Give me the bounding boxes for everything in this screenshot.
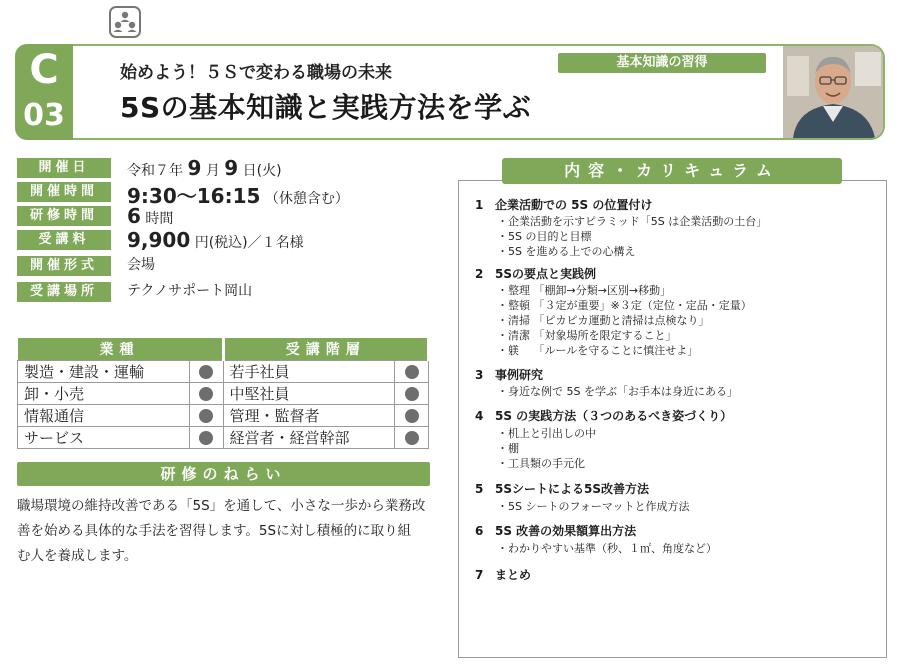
course-title: 5Sの基本知識と実践方法を学ぶ (120, 91, 532, 124)
venue-value: テクノサポート岡山 (127, 283, 253, 299)
section-heading: 5S の実践方法（３つのあるべき姿づくり） (495, 409, 733, 423)
curriculum-item: ・机上と引出しの中 (497, 427, 596, 440)
table-row (18, 404, 429, 426)
industry-cell: 製造・建設・運輸 (18, 360, 190, 382)
aims-header: 研修のねらい (17, 462, 430, 486)
filled-circle-icon (405, 431, 419, 445)
industry-mark (189, 426, 223, 448)
level-cell: 管理・監督者 (223, 404, 395, 426)
section-heading: 企業活動での 5S の位置付け (495, 198, 653, 212)
target-table (17, 338, 430, 449)
date-value (127, 156, 282, 180)
curriculum-item: ・躾 「ルールを守ることに慎注せよ」 (497, 344, 699, 357)
curriculum-section-title (475, 366, 543, 383)
table-row (18, 360, 429, 382)
section-heading: 事例研究 (495, 368, 544, 382)
level-cell: 経営者・経営幹部 (223, 426, 395, 448)
course-code-badge (15, 44, 73, 140)
hours-unit: 時間 (145, 211, 174, 227)
fee-value (127, 228, 304, 252)
level-header: 受講階層 (223, 338, 429, 360)
industry-mark (189, 404, 223, 426)
filled-circle-icon (405, 387, 419, 401)
time-range: 9:30～16:15 (127, 184, 261, 208)
table-row (18, 382, 429, 404)
curriculum-section-title (475, 480, 649, 497)
aims-line: む人を養成します。 (17, 548, 138, 564)
curriculum-item: ・身近な例で 5S を学ぶ「お手本は身近にある」 (497, 385, 738, 398)
date-day: 9 (224, 156, 239, 180)
curriculum-section-title (475, 566, 531, 583)
filled-circle-icon (199, 365, 213, 379)
date-month-unit: 月 (205, 163, 220, 179)
curriculum-item: ・整頓 「３定が重要」※３定（定位・定品・定量） (497, 299, 752, 312)
hours-label: 研修時間 (17, 206, 111, 226)
fee-label: 受講料 (17, 230, 111, 250)
curriculum-item: ・清潔 「対象場所を限定すること」 (497, 329, 677, 342)
time-note: （休憩含む） (264, 191, 349, 207)
section-number: 2 (475, 267, 484, 281)
format-label: 開催形式 (17, 256, 111, 276)
filled-circle-icon (199, 431, 213, 445)
curriculum-header: 内容・カリキュラム (502, 158, 842, 184)
section-heading: 5Sシートによる5S改善方法 (495, 482, 649, 496)
hours-number: 6 (127, 204, 141, 228)
curriculum-item: ・わかりやすい基準（秒、１㎡、角度など） (497, 542, 717, 555)
format-value: 会場 (127, 257, 155, 273)
curriculum-item: ・工具類の手元化 (497, 457, 585, 470)
filled-circle-icon (199, 387, 213, 401)
curriculum-item: ・5S を進める上での心構え (497, 245, 636, 258)
industry-mark (189, 382, 223, 404)
curriculum-item: ・企業活動を示すピラミッド「5S は企業活動の土台」 (497, 215, 768, 228)
filled-circle-icon (199, 409, 213, 423)
hours-value (127, 204, 173, 228)
section-number: 1 (475, 198, 484, 212)
curriculum-item: ・清掃 「ピカピカ運動と清掃は点検なり」 (497, 314, 710, 327)
course-code-number: 03 (23, 98, 65, 133)
aims-text (17, 494, 437, 569)
curriculum-section-title (475, 196, 652, 213)
level-mark (395, 360, 429, 382)
table-row (18, 426, 429, 448)
category-tag: 基本知識の習得 (558, 53, 766, 73)
aims-line: 善を始める具体的な手法を習得します。5Sに対し積極的に取り組 (17, 523, 412, 539)
filled-circle-icon (405, 365, 419, 379)
curriculum-item: ・5S シートのフォーマットと作成方法 (497, 500, 690, 513)
curriculum-section-title (475, 522, 636, 539)
people-icon (109, 6, 141, 38)
level-cell: 若手社員 (223, 360, 395, 382)
date-label: 開催日 (17, 158, 111, 178)
section-heading: まとめ (495, 568, 532, 582)
section-number: 3 (475, 368, 484, 382)
industry-header: 業種 (18, 338, 224, 360)
industry-cell: 情報通信 (18, 404, 190, 426)
industry-cell: サービス (18, 426, 190, 448)
date-suffix: 日(火) (242, 163, 282, 179)
level-mark (395, 426, 429, 448)
section-number: 6 (475, 524, 484, 538)
level-cell: 中堅社員 (223, 382, 395, 404)
fee-unit: 円(税込)／１名様 (194, 235, 304, 251)
industry-mark (189, 360, 223, 382)
date-month: 9 (187, 156, 202, 180)
time-label: 開催時間 (17, 182, 111, 202)
filled-circle-icon (405, 409, 419, 423)
curriculum-item: ・整理 「棚卸→分類→区別→移動」 (497, 284, 672, 297)
instructor-photo (783, 46, 883, 138)
section-number: 4 (475, 409, 484, 423)
curriculum-section-title (475, 407, 732, 424)
aims-line: 職場環境の維持改善である「5S」を通して、小さな一歩から業務改 (17, 498, 426, 514)
section-number: 5 (475, 482, 484, 496)
date-prefix: 令和７年 (127, 163, 183, 179)
level-mark (395, 404, 429, 426)
section-number: 7 (475, 568, 484, 582)
section-heading: 5Sの要点と実践例 (495, 267, 596, 281)
curriculum-item: ・棚 (497, 442, 519, 455)
level-mark (395, 382, 429, 404)
fee-amount: 9,900 (127, 228, 191, 252)
course-code-letter: C (29, 47, 59, 93)
industry-cell: 卸・小売 (18, 382, 190, 404)
course-subtitle: 始めよう！５Ｓで変わる職場の未来 (120, 63, 392, 83)
section-heading: 5S 改善の効果額算出方法 (495, 524, 637, 538)
venue-label: 受講場所 (17, 282, 111, 302)
curriculum-item: ・5S の目的と目標 (497, 230, 592, 243)
curriculum-section-title (475, 265, 596, 282)
